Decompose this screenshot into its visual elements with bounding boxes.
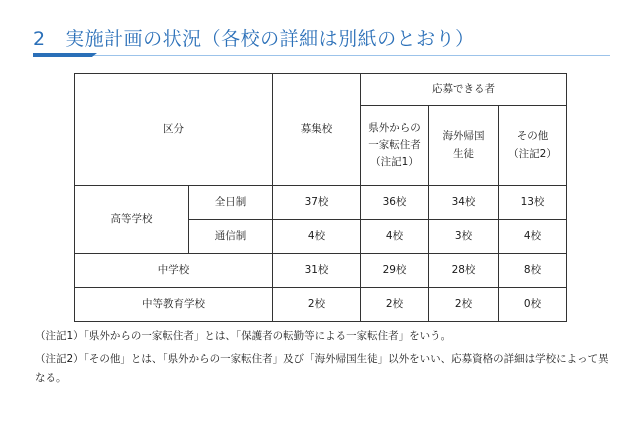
row-label-high-school: 高等学校 <box>75 186 189 254</box>
header-line: （注記2） <box>508 147 557 160</box>
row-label-secondary: 中等教育学校 <box>75 288 273 322</box>
title-accent-bar <box>33 53 97 57</box>
title-underline <box>33 55 610 56</box>
header-line: 生徒 <box>453 147 474 160</box>
row-label-fulltime: 全日制 <box>189 186 273 220</box>
table-cell: 4校 <box>273 220 361 254</box>
table-header-row <box>75 74 567 106</box>
table-row <box>75 288 567 322</box>
table-row <box>75 186 567 220</box>
header-applicants-group: 応募できる者 <box>361 74 567 106</box>
header-returnee-students <box>429 106 499 186</box>
table-cell: 2校 <box>429 288 499 322</box>
row-label-junior-high: 中学校 <box>75 254 273 288</box>
footnote-1: （注記1）「県外からの一家転住者」とは、「保護者の転勤等による一家転住者」をいう。 <box>35 330 452 342</box>
table-cell: 8校 <box>499 254 567 288</box>
header-recruit-schools: 募集校 <box>273 74 361 186</box>
footnote-2: （注記2）「その他」とは、「県外からの一家転住者」及び「海外帰国生徒」以外をいい、応募資格の詳細は学校によって異なる。 <box>35 353 609 384</box>
row-label-correspondence: 通信制 <box>189 220 273 254</box>
table-cell: 4校 <box>361 220 429 254</box>
footnotes <box>35 327 615 392</box>
header-transfer-family <box>361 106 429 186</box>
table-cell: 29校 <box>361 254 429 288</box>
page-title: 2 実施計画の状況（各校の詳細は別紙のとおり） <box>33 28 475 50</box>
header-line: （注記1） <box>370 156 419 169</box>
header-line: 県外からの <box>368 121 421 134</box>
header-other <box>499 106 567 186</box>
table-cell: 4校 <box>499 220 567 254</box>
table-cell: 2校 <box>273 288 361 322</box>
table-cell: 13校 <box>499 186 567 220</box>
header-line: その他 <box>516 130 549 143</box>
implementation-status-table <box>74 73 567 322</box>
table-cell: 36校 <box>361 186 429 220</box>
table-cell: 34校 <box>429 186 499 220</box>
table-cell: 31校 <box>273 254 361 288</box>
table-cell: 0校 <box>499 288 567 322</box>
table-row <box>75 254 567 288</box>
table-cell: 28校 <box>429 254 499 288</box>
header-line: 一家転住者 <box>368 138 421 151</box>
header-category: 区分 <box>75 74 273 186</box>
table-cell: 3校 <box>429 220 499 254</box>
header-line: 海外帰国 <box>442 130 485 143</box>
table-cell: 2校 <box>361 288 429 322</box>
table-cell: 37校 <box>273 186 361 220</box>
